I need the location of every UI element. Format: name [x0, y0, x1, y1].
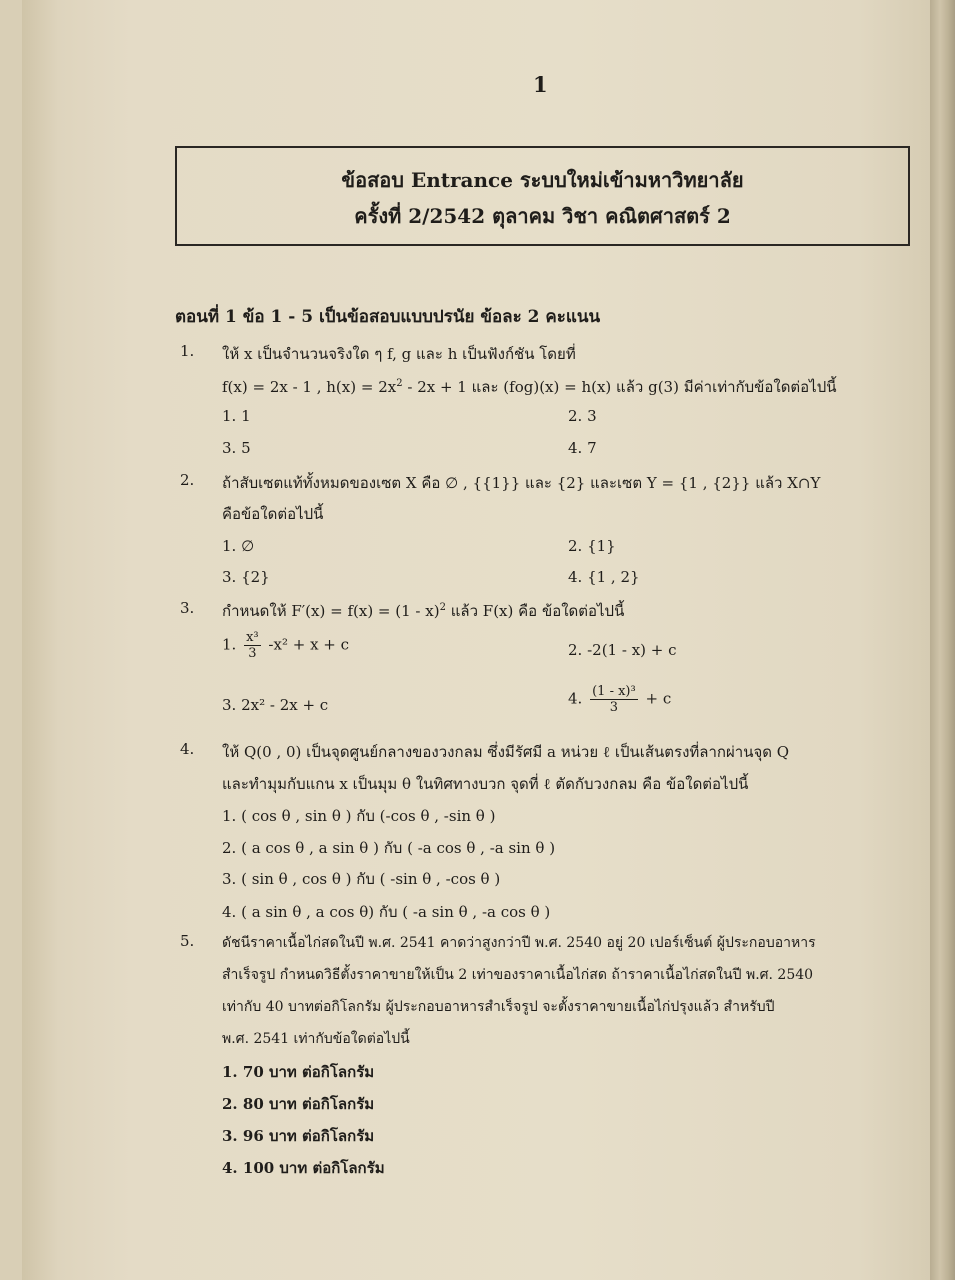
- q5-option-3: 3. 96 บาท ต่อกิโลกรัม: [222, 1127, 375, 1145]
- q5-number: 5.: [180, 932, 195, 950]
- q2-line-2: คือข้อใดต่อไปนี้: [222, 505, 324, 523]
- q1-option-4: 4. 7: [568, 439, 597, 457]
- q5-line-2: สำเร็จรูป กำหนดวิธีตั้งราคาขายให้เป็น 2 เท่าของราคาเนื้อไก่สด ถ้าราคาเนื้อไก่สดในปี พ.ศ. 2540: [222, 967, 814, 983]
- section-heading: ตอนที่ 1 ข้อ 1 - 5 เป็นข้อสอบแบบปรนัย ข้อละ 2 คะแนน: [175, 307, 601, 327]
- q4-option-2: 2. ( a cos θ , a sin θ ) กับ ( -a cos θ , -a sin θ ): [222, 839, 556, 857]
- q1-line-1: ให้ x เป็นจำนวนจริงใด ๆ f, g และ h เป็นฟังก์ชัน โดยที่: [222, 345, 576, 363]
- q5-option-1: 1. 70 บาท ต่อกิโลกรัม: [222, 1063, 375, 1081]
- q2-option-1: 1. ∅: [222, 537, 255, 555]
- q5-line-1: ดัชนีราคาเนื้อไก่สดในปี พ.ศ. 2541 คาดว่าสูงกว่าปี พ.ศ. 2540 อยู่ 20 เปอร์เซ็นต์ ผู้ประกอบอาหาร: [222, 935, 816, 951]
- q1-option-3: 3. 5: [222, 439, 251, 457]
- q3-number: 3.: [180, 599, 195, 617]
- q1-option-2: 2. 3: [568, 407, 597, 425]
- q5-line-4: พ.ศ. 2541 เท่ากับข้อใดต่อไปนี้: [222, 1031, 410, 1047]
- q1-line-2: f(x) = 2x - 1 , $h(x) = 2x^2 - 2x + 1$ และ (fog)(x) = h(x) แล้ว g(3) มีค่าเท่ากับข้อใดต่อไปนี้: [222, 378, 837, 396]
- page-number: 1: [533, 72, 548, 97]
- q1-number: 1.: [180, 342, 195, 360]
- q3-option-1: 1. $\frac{\text{x³}}{3}$ -x² + x + c: [222, 630, 350, 661]
- q2-option-3: 3. {2}: [222, 568, 270, 586]
- q5-option-2: 2. 80 บาท ต่อกิโลกรัม: [222, 1095, 375, 1113]
- q5-option-4: 4. 100 บาท ต่อกิโลกรัม: [222, 1159, 385, 1177]
- q3-line-1: กำหนดให้ F′(x) = f(x) = (1 - x)$^2$ แล้ว F(x) คือ ข้อใดต่อไปนี้: [222, 602, 625, 620]
- q3-option-3: 3. 2x² - 2x + c: [222, 696, 329, 714]
- q3-option-1-fraction: $\frac{\text{x³}}{3}$: [246, 630, 259, 661]
- q2-option-2: 2. {1}: [568, 537, 616, 555]
- q4-option-1: 1. ( cos θ , sin θ ) กับ (-cos θ , -sin θ ): [222, 807, 496, 825]
- title-line-2: ครั้งที่ 2/2542 ตุลาคม วิชา คณิตศาสตร์ 2: [354, 204, 731, 228]
- q4-number: 4.: [180, 740, 195, 758]
- q3-option-4-fraction: $\frac{\text{(1 - x)³}}{3}$: [592, 684, 636, 715]
- q3-option-2: 2. -2(1 - x) + c: [568, 641, 677, 659]
- q2-option-4: 4. {1 , 2}: [568, 568, 640, 586]
- title-box: [175, 146, 910, 246]
- q4-option-4: 4. ( a sin θ , a cos θ) กับ ( -a sin θ , -a cos θ ): [222, 903, 551, 921]
- q4-line-2: และทำมุมกับแกน x เป็นมุม θ ในทิศทางบวก จุดที่ ℓ ตัดกับวงกลม คือ ข้อใดต่อไปนี้: [222, 775, 749, 793]
- q1-option-1: 1. 1: [222, 407, 251, 425]
- q2-number: 2.: [180, 471, 195, 489]
- q2-line-1: ถ้าสับเซตแท้ทั้งหมดของเซต X คือ ∅ , {{1}} และ {2} และเซต Y = {1 , {2}} แล้ว X∩Y: [222, 474, 821, 492]
- q4-line-1: ให้ Q(0 , 0) เป็นจุดศูนย์กลางของวงกลม ซึ่งมีรัศมี a หน่วย ℓ เป็นเส้นตรงที่ลากผ่านจุด Q: [222, 743, 790, 761]
- title-line-1: ข้อสอบ Entrance ระบบใหม่เข้ามหาวิทยาลัย: [341, 168, 744, 192]
- page-edge: [930, 0, 955, 1280]
- q3-option-4: 4. $\frac{\text{(1 - x)³}}{3}$ + c: [568, 684, 672, 715]
- q4-option-3: 3. ( sin θ , cos θ ) กับ ( -sin θ , -cos θ ): [222, 870, 501, 888]
- q5-line-3: เท่ากับ 40 บาทต่อกิโลกรัม ผู้ประกอบอาหารสำเร็จรูป จะตั้งราคาขายเนื้อไก่ปรุงแล้ว สำหรับปี: [222, 999, 775, 1015]
